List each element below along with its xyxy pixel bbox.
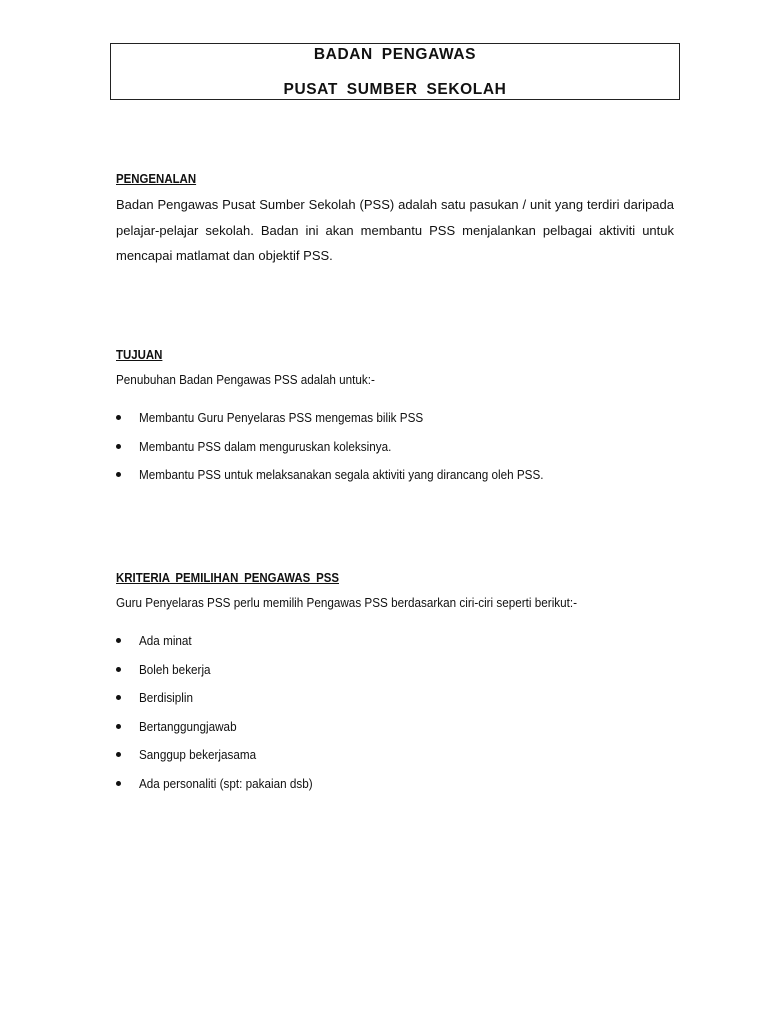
list-item-text: Membantu PSS dalam menguruskan koleksinya. xyxy=(139,438,392,454)
pengenalan-paragraph xyxy=(116,192,674,269)
list-item-text: Membantu PSS untuk melaksanakan segala aktiviti yang dirancang oleh PSS. xyxy=(139,467,544,482)
document-title-box xyxy=(110,43,680,100)
section-heading-tujuan: TUJUAN xyxy=(116,347,163,362)
pengenalan-line: mencapai matlamat dan objektif PSS. xyxy=(116,248,333,263)
bullet-icon xyxy=(116,638,121,643)
list-item-text: Membantu Guru Penyelaras PSS mengemas bilik PSS xyxy=(139,410,424,425)
list-item-text: Boleh bekerja xyxy=(139,661,211,677)
bullet-icon xyxy=(116,752,121,757)
kriteria-intro: Guru Penyelaras PSS perlu memilih Pengawas PSS berdasarkan ciri-ciri seperti berikut:- xyxy=(116,595,578,610)
document-title: BADAN PENGAWAS xyxy=(313,46,477,63)
bullet-icon xyxy=(116,667,121,672)
document-subtitle: PUSAT SUMBER SEKOLAH xyxy=(283,81,507,98)
bullet-icon xyxy=(116,472,121,477)
bullet-icon xyxy=(116,695,121,700)
section-heading-pengenalan: PENGENALAN xyxy=(116,171,197,186)
bullet-icon xyxy=(116,724,121,729)
bullet-icon xyxy=(116,415,121,420)
section-heading-kriteria: KRITERIA PEMILIHAN PENGAWAS PSS xyxy=(116,570,339,585)
list-item-text: Sanggup bekerjasama xyxy=(139,747,257,762)
list-item-text: Bertanggungjawab xyxy=(139,718,237,734)
tujuan-intro: Penubuhan Badan Pengawas PSS adalah untuk:- xyxy=(116,372,375,387)
bullet-icon xyxy=(116,781,121,786)
list-item-text: Ada personaliti (spt: pakaian dsb) xyxy=(139,775,313,791)
list-item-text: Ada minat xyxy=(139,633,192,648)
list-item-text: Berdisiplin xyxy=(139,690,193,705)
pengenalan-line: Badan Pengawas Pusat Sumber Sekolah (PSS) adalah satu pasukan / unit yang terdiri daripada xyxy=(116,197,674,212)
bullet-icon xyxy=(116,444,121,449)
pengenalan-line: pelajar-pelajar sekolah. Badan ini akan membantu PSS menjalankan pelbagai aktiviti untuk xyxy=(116,222,674,238)
